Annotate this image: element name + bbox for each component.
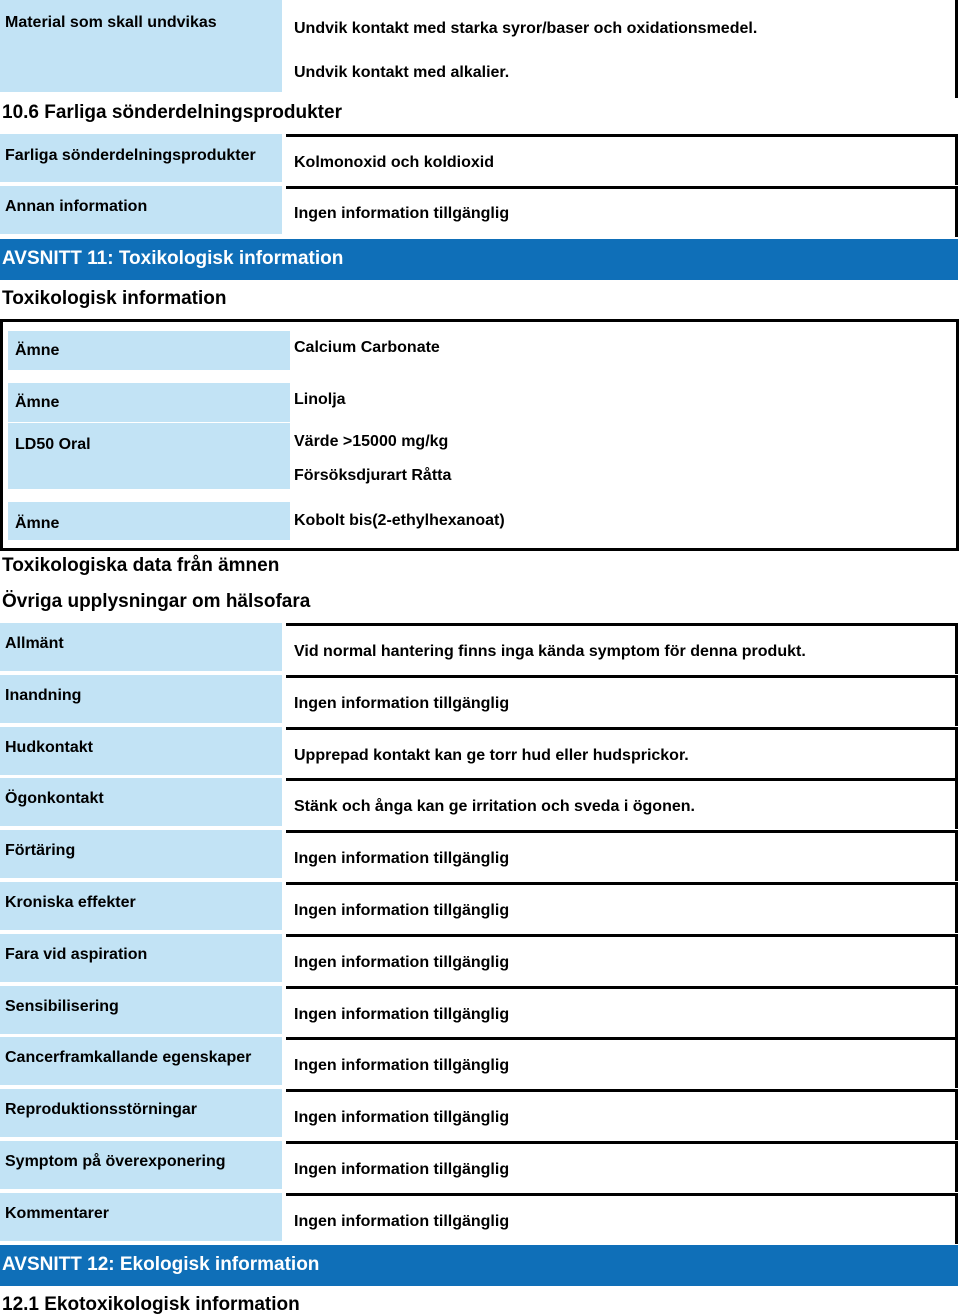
toxicology-box [0,319,959,551]
health-row-label: Symptom på överexponering [0,1141,282,1189]
health-row-label: Förtäring [0,830,282,878]
row-value [286,186,958,237]
heading-10-6: 10.6 Farliga sönderdelningsprodukter [2,102,342,123]
heading-tox-data: Toxikologiska data från ämnen [2,555,280,576]
material-label: Material som skall undvikas [0,0,282,92]
tox-value: Kobolt bis(2-ethylhexanoat) [294,512,505,529]
health-row-label: Allmänt [0,623,282,671]
row-value-text: Ingen information tillgänglig [294,205,510,222]
tox-value: Calcium Carbonate [294,339,440,356]
health-row-label: Ögonkontakt [0,778,282,826]
health-row-value-text: Ingen information tillgänglig [294,1109,510,1126]
material-value-line-1: Undvik kontakt med starka syror/baser och oxidationsmedel. [294,20,758,37]
material-value-line-2: Undvik kontakt med alkalier. [294,64,510,81]
health-row-value [286,882,958,933]
health-row-label: Kroniska effekter [0,882,282,930]
health-row-value-text: Ingen information tillgänglig [294,1057,510,1074]
health-row-label: Hudkontakt [0,727,282,775]
health-row-value [286,934,958,985]
health-row-value-text: Stänk och ånga kan ge irritation och sveda i ögonen. [294,798,695,815]
health-row-value-text: Ingen information tillgänglig [294,902,510,919]
health-row-value [286,986,958,1037]
heading-other-hazards: Övriga upplysningar om hälsofara [2,591,311,612]
health-row-value [286,1089,958,1140]
health-row-value [286,1193,958,1244]
health-row-value [286,778,958,829]
section-11-band: AVSNITT 11: Toxikologisk information [0,239,958,280]
tox-label: Ämne [8,502,290,540]
tox-value-line-2: Försöksdjurart Råtta [294,467,452,484]
toxicology-subheading: Toxikologisk information [2,288,227,309]
health-row-value-text: Ingen information tillgänglig [294,1161,510,1178]
row-value-text: Kolmonoxid och koldioxid [294,154,494,171]
tox-label: Ämne [8,331,290,370]
health-row-value [286,1141,958,1192]
heading-12-1: 12.1 Ekotoxikologisk information [2,1294,300,1315]
health-row-label: Inandning [0,675,282,723]
health-row-value-text: Ingen information tillgänglig [294,850,510,867]
health-row-value-text: Vid normal hantering finns inga kända symptom för denna produkt. [294,643,806,660]
material-value [286,0,958,98]
tox-value: Linolja [294,391,346,408]
row-value [286,134,958,185]
health-row-value [286,830,958,881]
health-row-label: Kommentarer [0,1193,282,1241]
tox-value-line-1: Värde >15000 mg/kg [294,433,449,450]
health-row-label: Cancerframkallande egenskaper [0,1037,282,1085]
row-label: Annan information [0,186,282,234]
health-row-value-text: Upprepad kontakt kan ge torr hud eller hudsprickor. [294,747,689,764]
health-row-value [286,675,958,726]
tox-label: Ämne [8,383,290,422]
health-row-value-text: Ingen information tillgänglig [294,954,510,971]
health-row-value-text: Ingen information tillgänglig [294,1213,510,1230]
health-row-label: Reproduktionsstörningar [0,1089,282,1137]
health-row-value [286,1037,958,1088]
health-row-label: Sensibilisering [0,986,282,1034]
health-row-value-text: Ingen information tillgänglig [294,695,510,712]
tox-label: LD50 Oral [8,423,290,489]
health-row-value-text: Ingen information tillgänglig [294,1006,510,1023]
section-12-band: AVSNITT 12: Ekologisk information [0,1245,958,1286]
health-row-value [286,623,958,674]
health-row-label: Fara vid aspiration [0,934,282,982]
health-row-value [286,727,958,778]
row-label: Farliga sönderdelningsprodukter [0,134,282,182]
